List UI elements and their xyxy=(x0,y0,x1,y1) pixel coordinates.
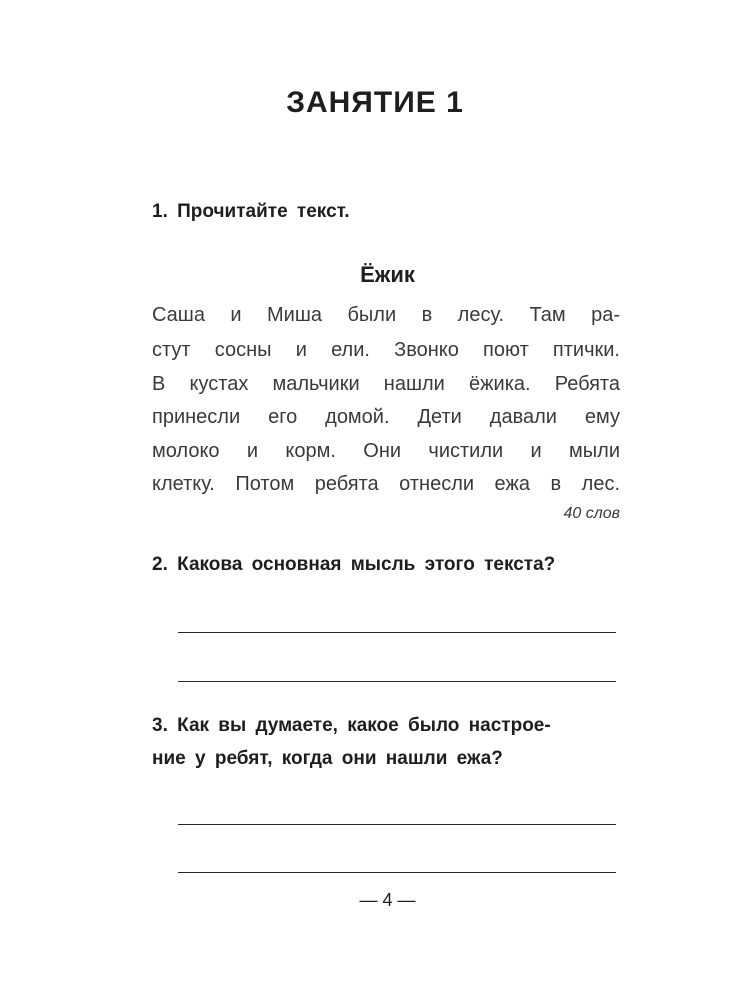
task-2-question: 2. Какова основная мысль этого текста? xyxy=(152,554,556,575)
story-line: молоко и корм. Они чистили и мыли xyxy=(152,440,620,462)
task-3-question-line: ние у ребят, когда они нашли ежа? xyxy=(152,748,503,769)
word-count: 40 слов xyxy=(563,505,620,522)
lesson-title: ЗАНЯТИЕ 1 xyxy=(286,86,464,119)
story-line: стут сосны и ели. Звонко поют птички. xyxy=(152,339,620,361)
answer-line-task-2[interactable] xyxy=(178,632,616,633)
answer-line-task-3[interactable] xyxy=(178,872,616,873)
answer-line-task-2[interactable] xyxy=(178,681,616,682)
task-3-question-line: 3. Как вы думаете, какое было настрое- xyxy=(152,715,551,736)
story-line: Саша и Миша были в лесу. Там ра- xyxy=(152,304,620,326)
task-1-instruction: 1. Прочитайте текст. xyxy=(152,201,350,222)
story-line: В кустах мальчики нашли ёжика. Ребята xyxy=(152,373,620,395)
page-number: — 4 — xyxy=(359,890,416,910)
story-line: клетку. Потом ребята отнесли ежа в лес. xyxy=(152,473,620,495)
story-title: Ёжик xyxy=(360,262,415,287)
answer-line-task-3[interactable] xyxy=(178,824,616,825)
story-line: принесли его домой. Дети давали ему xyxy=(152,406,620,428)
